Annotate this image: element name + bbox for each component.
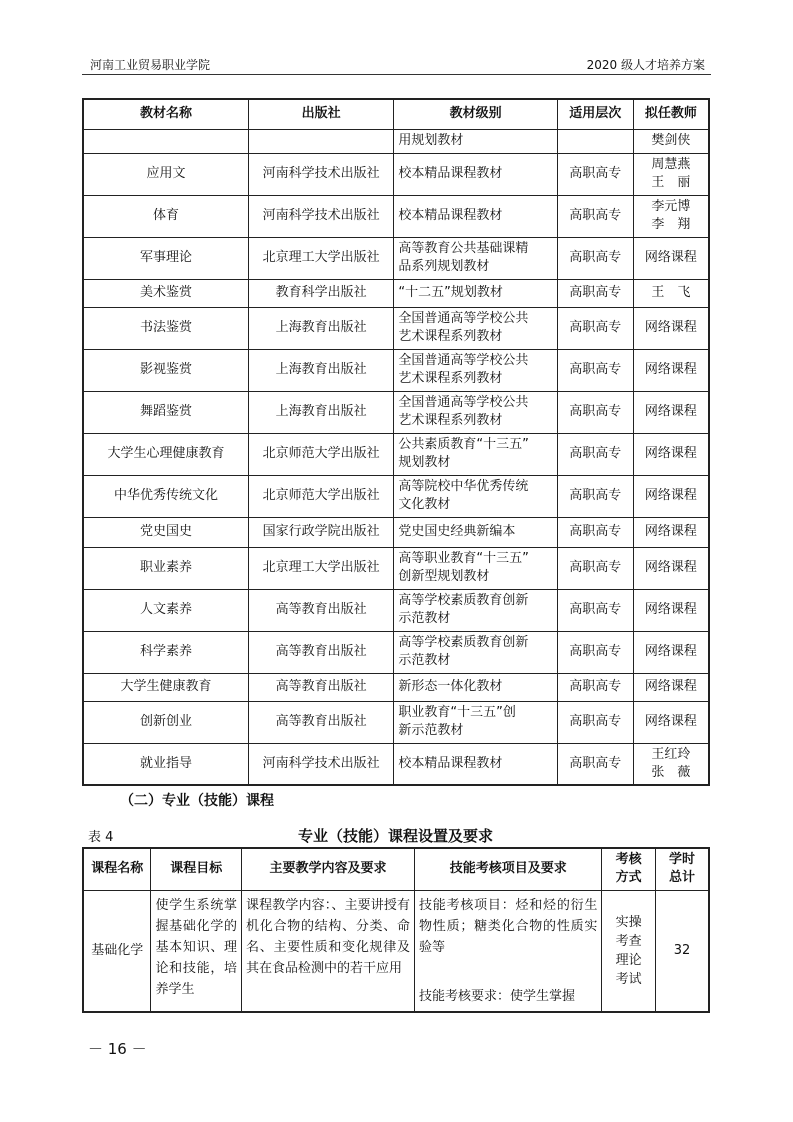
- teacher: 王 飞: [633, 279, 709, 307]
- course-goal: 使学生系统掌握基础化学的基本知识、理论和技能，培养学生: [151, 890, 242, 1012]
- textbook-level: 职业教育“十三五”创 新示范教材: [394, 701, 558, 743]
- textbook-name: 创新创业: [83, 701, 248, 743]
- column-header: 考核 方式: [602, 848, 656, 890]
- table-row: [83, 195, 709, 237]
- column-header: 课程名称: [83, 848, 151, 890]
- table-row: [83, 129, 709, 153]
- teacher: 李元博 李 翔: [633, 195, 709, 237]
- page-header: [82, 52, 711, 75]
- teacher: 网络课程: [633, 307, 709, 349]
- course-requirements-table: [82, 847, 710, 1013]
- textbook-level: 校本精品课程教材: [394, 195, 558, 237]
- applicable-level: 高职高专: [557, 433, 633, 475]
- publisher: 北京理工大学出版社: [248, 547, 393, 589]
- column-header: 技能考核项目及要求: [415, 848, 602, 890]
- textbook-name: 人文素养: [83, 589, 248, 631]
- teacher: 网络课程: [633, 701, 709, 743]
- applicable-level: 高职高专: [557, 701, 633, 743]
- teacher: 网络课程: [633, 589, 709, 631]
- table-row: [83, 433, 709, 475]
- publisher: [248, 129, 393, 153]
- course-content: 课程教学内容：、主要讲授有机化合物的结构、分类、命名、主要性质和变化规律及其在食品检测中的若干应用: [242, 890, 415, 1012]
- table-row: [83, 237, 709, 279]
- textbook-name: 职业素养: [83, 547, 248, 589]
- textbook-level: 校本精品课程教材: [394, 153, 558, 195]
- column-header: 拟任教师: [633, 99, 709, 129]
- table-row: [83, 153, 709, 195]
- teacher: 网络课程: [633, 391, 709, 433]
- textbook-level: 全国普通高等学校公共 艺术课程系列教材: [394, 391, 558, 433]
- table-row: [83, 307, 709, 349]
- skill-assessment: [415, 890, 602, 1012]
- textbook-level: 全国普通高等学校公共 艺术课程系列教材: [394, 307, 558, 349]
- skill-assessment-requirements: 技能考核要求：使学生掌握: [419, 988, 576, 1004]
- publisher: 国家行政学院出版社: [248, 517, 393, 547]
- table-header-row: [83, 99, 709, 129]
- teacher: 网络课程: [633, 237, 709, 279]
- applicable-level: 高职高专: [557, 153, 633, 195]
- textbook-name: 就业指导: [83, 743, 248, 785]
- publisher: 河南科学技术出版社: [248, 195, 393, 237]
- table-row: [83, 547, 709, 589]
- textbook-name: 科学素养: [83, 631, 248, 673]
- teacher: 网络课程: [633, 349, 709, 391]
- table-row: [83, 743, 709, 785]
- publisher: 北京理工大学出版社: [248, 237, 393, 279]
- publisher: 上海教育出版社: [248, 391, 393, 433]
- publisher: 教育科学出版社: [248, 279, 393, 307]
- publisher: 高等教育出版社: [248, 673, 393, 701]
- publisher: 上海教育出版社: [248, 349, 393, 391]
- skill-assessment-items: 技能考核项目：烃和烃的衍生物性质；糖类化合物的性质实验等: [419, 897, 598, 955]
- publisher: 上海教育出版社: [248, 307, 393, 349]
- table-header-row: [83, 848, 709, 890]
- textbook-level: 全国普通高等学校公共 艺术课程系列教材: [394, 349, 558, 391]
- section-heading: （二）专业（技能）课程: [120, 793, 274, 809]
- textbook-level: “十二五”规划教材: [394, 279, 558, 307]
- applicable-level: 高职高专: [557, 631, 633, 673]
- applicable-level: 高职高专: [557, 349, 633, 391]
- textbook-name: 体育: [83, 195, 248, 237]
- column-header: 主要教学内容及要求: [242, 848, 415, 890]
- textbook-level: 公共素质教育“十三五” 规划教材: [394, 433, 558, 475]
- textbook-name: 舞蹈鉴赏: [83, 391, 248, 433]
- table-row: [83, 517, 709, 547]
- teacher: 网络课程: [633, 433, 709, 475]
- total-hours: 32: [655, 890, 709, 1012]
- table-row: [83, 890, 709, 1012]
- applicable-level: 高职高专: [557, 743, 633, 785]
- textbook-level: 校本精品课程教材: [394, 743, 558, 785]
- applicable-level: 高职高专: [557, 279, 633, 307]
- applicable-level: 高职高专: [557, 547, 633, 589]
- publisher: 北京师范大学出版社: [248, 433, 393, 475]
- textbook-level: 高等学校素质教育创新 示范教材: [394, 631, 558, 673]
- textbook-table: [82, 98, 710, 786]
- teacher: 周慧燕 王 丽: [633, 153, 709, 195]
- column-header: 教材名称: [83, 99, 248, 129]
- table-row: [83, 701, 709, 743]
- column-header: 课程目标: [151, 848, 242, 890]
- textbook-level: 用规划教材: [394, 129, 558, 153]
- course-name: 基础化学: [83, 890, 151, 1012]
- textbook-name: 影视鉴赏: [83, 349, 248, 391]
- assessment-method: 实操考查理论考试: [602, 890, 656, 1012]
- table-row: [83, 589, 709, 631]
- publisher: 河南科学技术出版社: [248, 153, 393, 195]
- textbook-level: 高等学校素质教育创新 示范教材: [394, 589, 558, 631]
- publisher: 北京师范大学出版社: [248, 475, 393, 517]
- table-row: [83, 475, 709, 517]
- textbook-level: 高等院校中华优秀传统 文化教材: [394, 475, 558, 517]
- teacher: 网络课程: [633, 517, 709, 547]
- header-document-title: 2020 级人才培养方案: [586, 58, 705, 72]
- teacher: 樊剑侠: [633, 129, 709, 153]
- teacher: 网络课程: [633, 631, 709, 673]
- textbook-name: 党史国史: [83, 517, 248, 547]
- textbook-level: 高等职业教育“十三五” 创新型规划教材: [394, 547, 558, 589]
- table-row: [83, 631, 709, 673]
- applicable-level: 高职高专: [557, 195, 633, 237]
- table-row: [83, 279, 709, 307]
- textbook-name: 大学生心理健康教育: [83, 433, 248, 475]
- applicable-level: 高职高专: [557, 517, 633, 547]
- textbook-name: [83, 129, 248, 153]
- teacher: 网络课程: [633, 673, 709, 701]
- textbook-name: 中华优秀传统文化: [83, 475, 248, 517]
- table-row: [83, 349, 709, 391]
- publisher: 河南科学技术出版社: [248, 743, 393, 785]
- textbook-name: 美术鉴赏: [83, 279, 248, 307]
- textbook-level: 党史国史经典新编本: [394, 517, 558, 547]
- textbook-name: 大学生健康教育: [83, 673, 248, 701]
- applicable-level: 高职高专: [557, 475, 633, 517]
- publisher: 高等教育出版社: [248, 589, 393, 631]
- applicable-level: 高职高专: [557, 391, 633, 433]
- column-header: 适用层次: [557, 99, 633, 129]
- header-institution: 河南工业贸易职业学院: [90, 58, 211, 72]
- table-row: [83, 391, 709, 433]
- publisher: 高等教育出版社: [248, 631, 393, 673]
- table-row: [83, 673, 709, 701]
- teacher: 网络课程: [633, 547, 709, 589]
- applicable-level: 高职高专: [557, 673, 633, 701]
- column-header: 教材级别: [394, 99, 558, 129]
- textbook-name: 军事理论: [83, 237, 248, 279]
- page-number: － 16 －: [88, 1040, 147, 1058]
- textbook-name: 应用文: [83, 153, 248, 195]
- column-header: 学时 总计: [655, 848, 709, 890]
- teacher: 王红玲 张 薇: [633, 743, 709, 785]
- table-title: 专业（技能）课程设置及要求: [298, 827, 494, 845]
- column-header: 出版社: [248, 99, 393, 129]
- textbook-level: 新形态一体化教材: [394, 673, 558, 701]
- applicable-level: 高职高专: [557, 589, 633, 631]
- teacher: 网络课程: [633, 475, 709, 517]
- applicable-level: 高职高专: [557, 237, 633, 279]
- textbook-name: 书法鉴赏: [83, 307, 248, 349]
- publisher: 高等教育出版社: [248, 701, 393, 743]
- applicable-level: [557, 129, 633, 153]
- applicable-level: 高职高专: [557, 307, 633, 349]
- table-label: 表 4: [88, 830, 114, 845]
- textbook-level: 高等教育公共基础课精 品系列规划教材: [394, 237, 558, 279]
